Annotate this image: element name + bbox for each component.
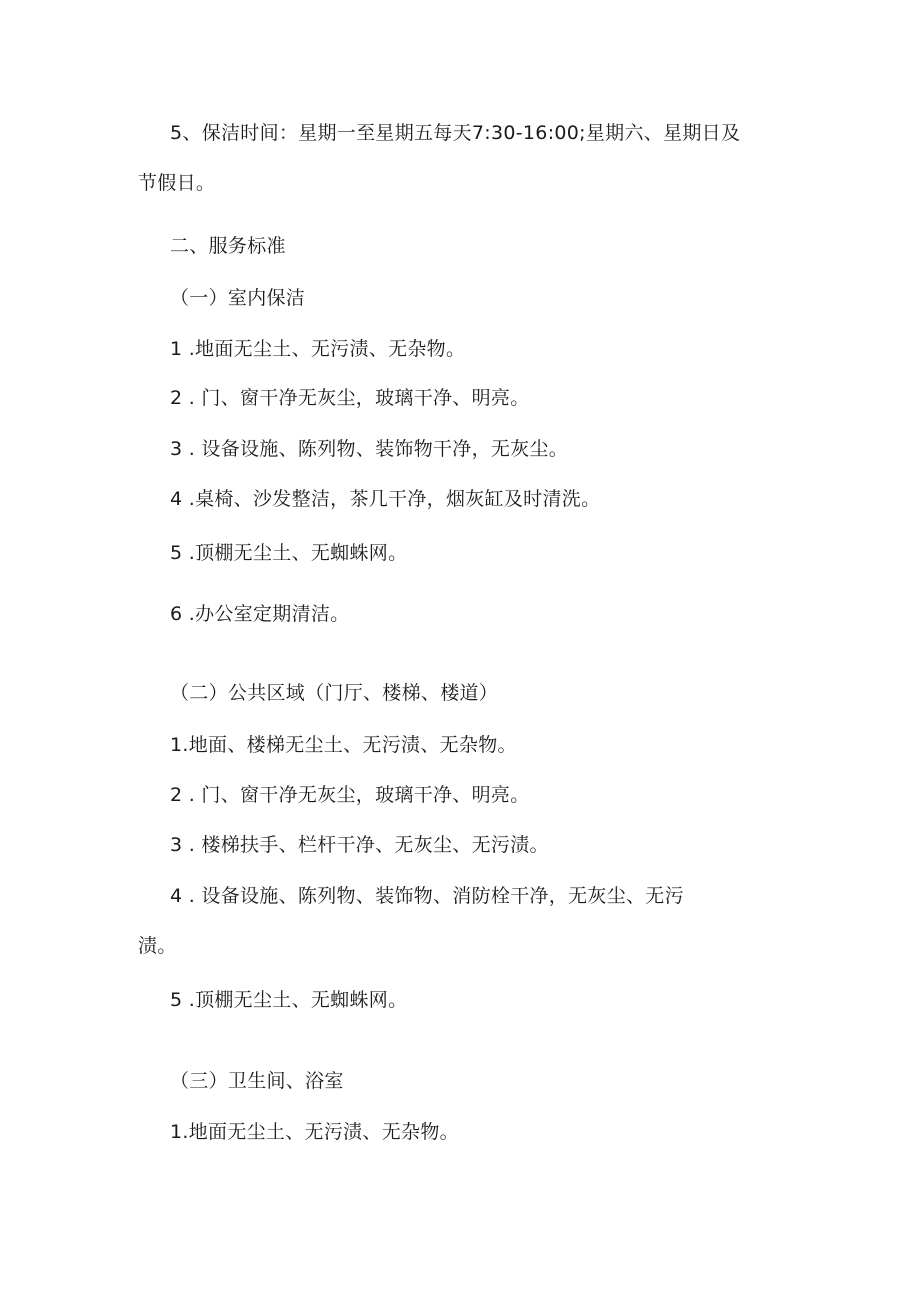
public-item-3: 3 . 楼梯扶手、栏杆干净、无灰尘、无污渍。 — [170, 834, 549, 856]
public-item-4: 4 . 设备设施、陈列物、装饰物、消防栓干净，无灰尘、无污 — [170, 885, 684, 907]
indoor-item-5: 5 .顶棚无尘土、无蜘蛛网。 — [170, 542, 408, 564]
public-item-5: 5 .顶棚无尘土、无蜘蛛网。 — [170, 989, 408, 1011]
public-item-4-continued: 渍。 — [138, 935, 177, 957]
public-heading: （二）公共区域（门厅、楼梯、楼道） — [170, 682, 499, 704]
indoor-item-6: 6 .办公室定期清洁。 — [170, 603, 350, 625]
section-title: 二、服务标准 — [170, 235, 286, 257]
indoor-item-2: 2 . 门、窗干净无灰尘，玻璃干净、明亮。 — [170, 387, 530, 409]
intro-line-1: 5、保洁时间：星期一至星期五每天7:30-16:00;星期六、星期日及 — [170, 122, 741, 144]
public-item-1: 1.地面、楼梯无尘土、无污渍、无杂物。 — [170, 734, 517, 756]
indoor-item-4: 4 .桌椅、沙发整洁，茶几干净，烟灰缸及时清洗。 — [170, 488, 601, 510]
bathroom-item-1: 1.地面无尘土、无污渍、无杂物。 — [170, 1121, 459, 1143]
indoor-heading: （一）室内保洁 — [170, 287, 306, 309]
indoor-item-1: 1 .地面无尘土、无污渍、无杂物。 — [170, 338, 466, 360]
public-item-2: 2 . 门、窗干净无灰尘，玻璃干净、明亮。 — [170, 784, 530, 806]
bathroom-heading: （三）卫生间、浴室 — [170, 1070, 344, 1092]
indoor-item-3: 3 . 设备设施、陈列物、装饰物干净，无灰尘。 — [170, 438, 569, 460]
intro-line-2: 节假日。 — [138, 172, 216, 194]
